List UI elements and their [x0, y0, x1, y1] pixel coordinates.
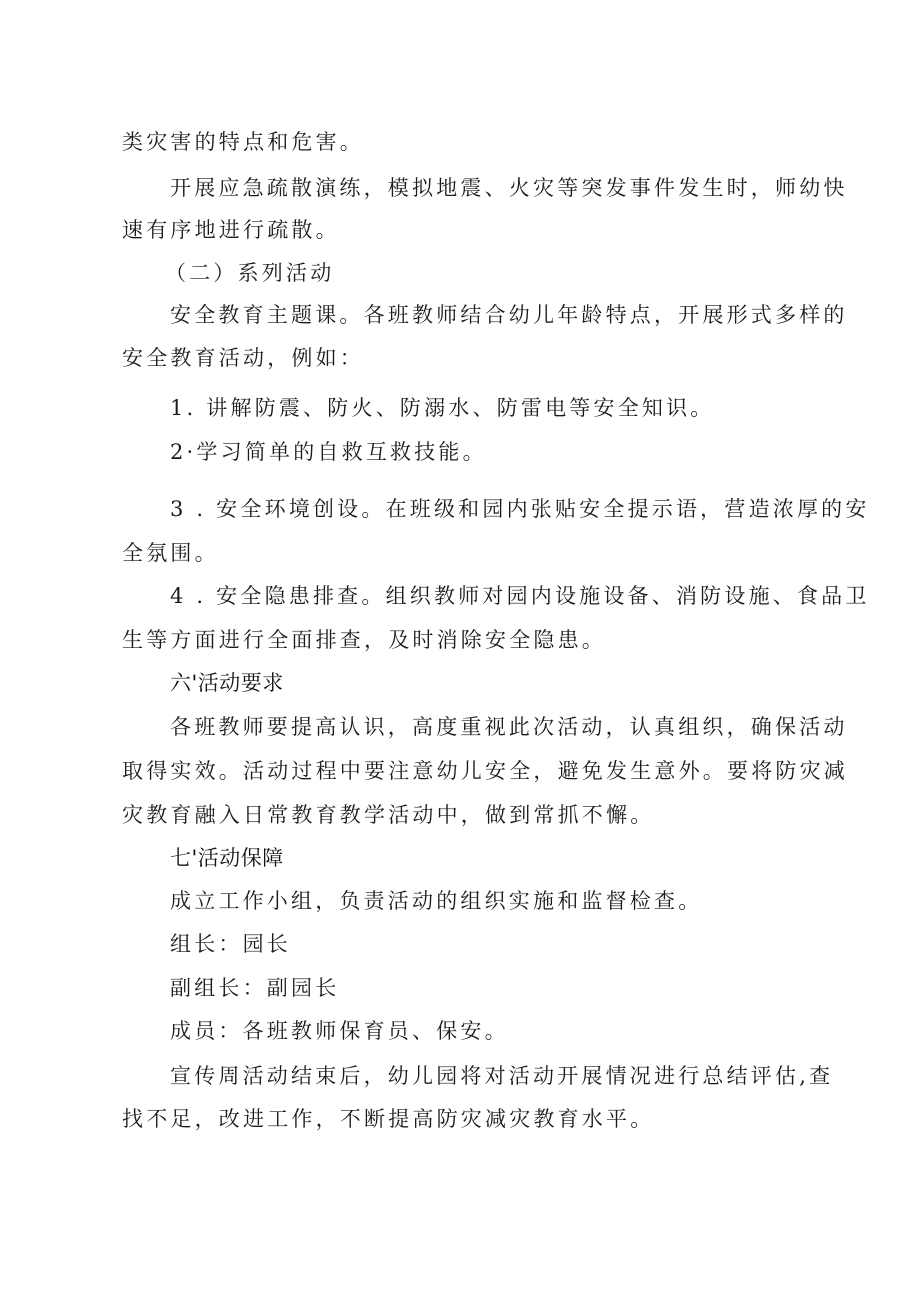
paragraph-line: 速有序地进行疏散。: [122, 218, 340, 242]
paragraph-line: 开展应急疏散演练，模拟地震、火灾等突发事件发生时，师幼快: [170, 176, 848, 200]
paragraph-line: 安全教育活动，例如：: [122, 346, 364, 370]
paragraph-line: 全氛围。: [122, 541, 219, 565]
paragraph-line: 组长：园长: [170, 932, 291, 956]
paragraph-line: 灾教育融入日常教育教学活动中，做到常抓不懈。: [122, 803, 655, 827]
section-heading: 六'活动要求: [170, 671, 284, 695]
paragraph-line: 取得实效。活动过程中要注意幼儿安全，避免发生意外。要将防灾减: [122, 759, 848, 783]
paragraph-line: 安全教育主题课。各班教师结合幼儿年龄特点，开展形式多样的: [170, 303, 848, 327]
section-heading: 七'活动保障: [170, 846, 284, 870]
list-item: 4 . 安全隐患排查。组织教师对园内设施设备、消防设施、食品卫: [170, 584, 870, 608]
section-subheading: （二）系列活动: [165, 261, 335, 285]
paragraph-line: 成立工作小组，负责活动的组织实施和监督检查。: [170, 889, 703, 913]
list-item: 2·学习简单的自救互救技能。: [170, 440, 487, 464]
paragraph-line: 类灾害的特点和危害。: [122, 130, 364, 154]
paragraph-line: 各班教师要提高认识，高度重视此次活动，认真组织，确保活动: [170, 715, 848, 739]
paragraph-line: 成员：各班教师保育员、保安。: [170, 1019, 509, 1043]
paragraph-line: 宣传周活动结束后，幼儿园将对活动开展情况进行总结评估,查: [170, 1064, 834, 1088]
paragraph-line: 生等方面进行全面排查，及时消除安全隐患。: [122, 628, 606, 652]
paragraph-line: 副组长：副园长: [170, 976, 340, 1000]
paragraph-line: 找不足，改进工作，不断提高防灾减灾教育水平。: [122, 1107, 655, 1131]
list-item: 1. 讲解防震、防火、防溺水、防雷电等安全知识。: [170, 396, 715, 420]
list-item: 3 . 安全环境创设。在班级和园内张贴安全提示语，营造浓厚的安: [170, 497, 870, 521]
